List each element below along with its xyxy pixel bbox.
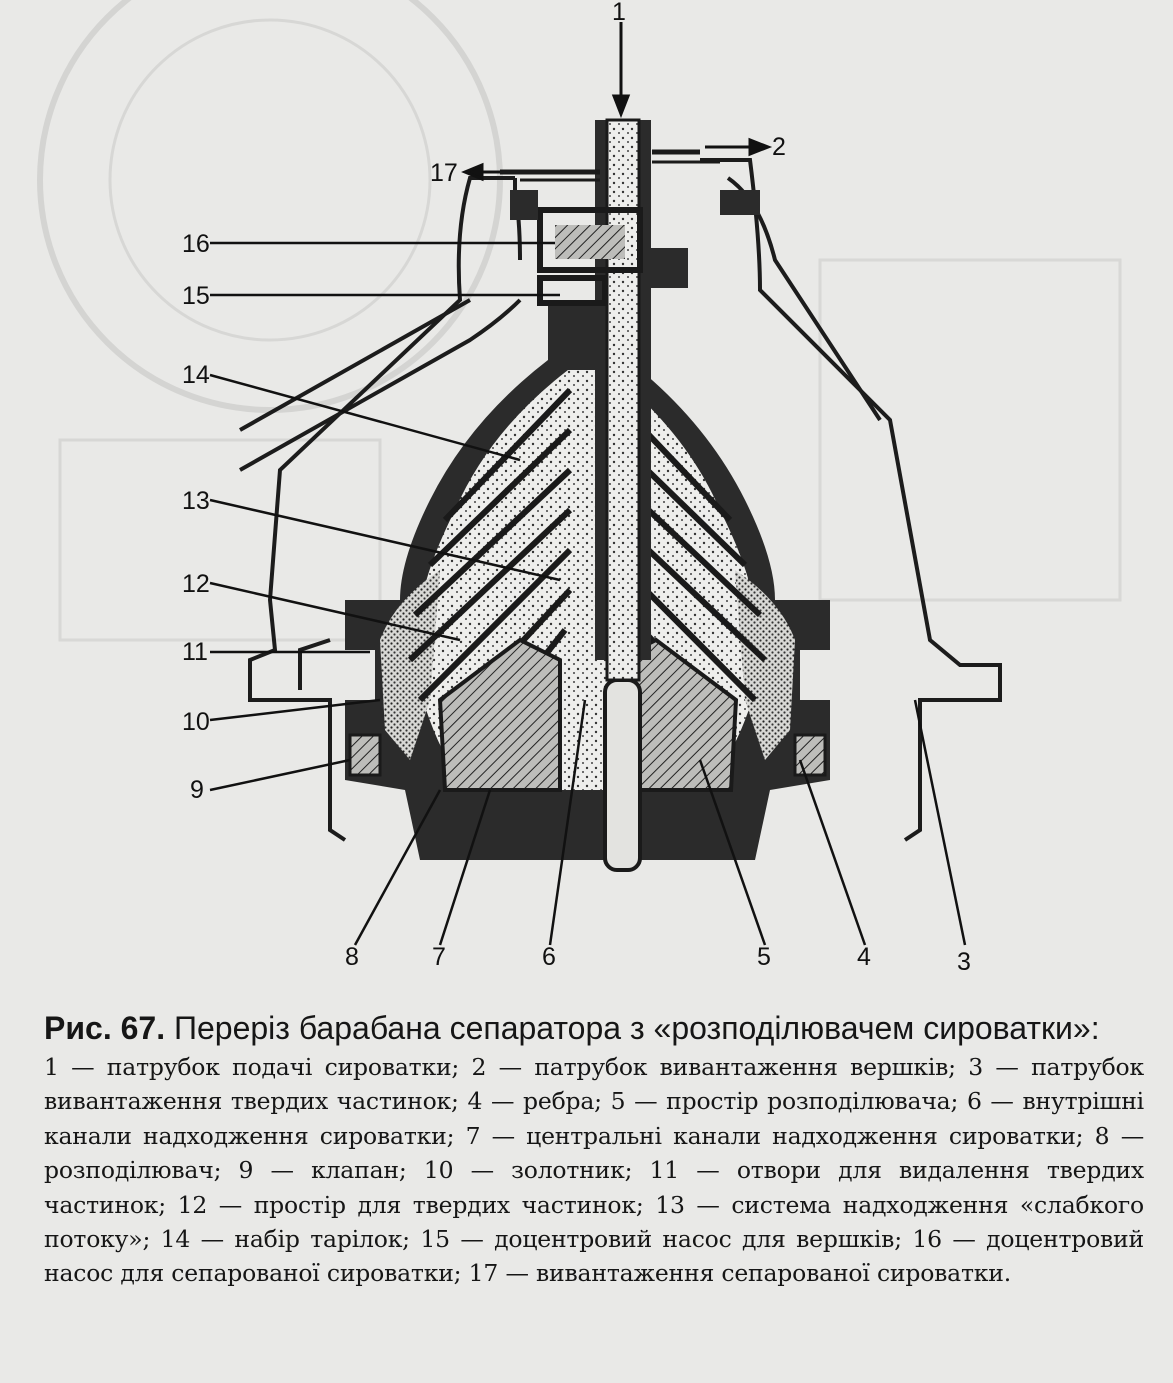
caption-figure-number: Рис. 67.: [44, 1010, 166, 1046]
callout-6: 6: [542, 943, 556, 971]
callout-4: 4: [857, 943, 871, 971]
callout-1: 1: [612, 0, 626, 26]
callout-3: 3: [957, 948, 971, 976]
drum-bowl: [345, 300, 830, 860]
figure-caption: [44, 1008, 1144, 1291]
callout-9: 9: [190, 776, 204, 804]
callout-7: 7: [432, 943, 446, 971]
callout-11: 11: [182, 638, 208, 666]
callout-10: 10: [182, 708, 210, 736]
callout-16: 16: [182, 230, 210, 258]
callout-2: 2: [772, 133, 786, 161]
callout-5: 5: [757, 943, 771, 971]
callout-13: 13: [182, 487, 210, 515]
caption-title-text: Переріз барабана сепаратора з «розподілювачем сироватки»:: [173, 1010, 1100, 1046]
caption-legend: 1 — патрубок подачі сироватки; 2 — патрубок вивантаження вершків; 3 — патрубок вивантаження твердих частинок; 4 — ребра; 5 — простір розподілювача; 6 — внутрішні канали надходження сироватки; 7 — центральні канали надходження сироватки; 8 — розподілювач; 9 — клапан; 10 — золотник; 11 — отвори для видалення твердих частинок; 12 — простір для твердих частинок; 13 — система надходження «слабкого потоку»; 14 — набір тарілок; 15 — доцентровий насос для вершків; 16 — доцентровий насос для сепарованої сироватки; 17 — вивантаження сепарованої сироватки.: [44, 1053, 1144, 1288]
caption-title: [44, 1008, 1144, 1048]
callout-15: 15: [182, 282, 210, 310]
callout-17: 17: [430, 159, 458, 187]
callout-12: 12: [182, 570, 210, 598]
callout-14: 14: [182, 361, 210, 389]
callout-8: 8: [345, 943, 359, 971]
